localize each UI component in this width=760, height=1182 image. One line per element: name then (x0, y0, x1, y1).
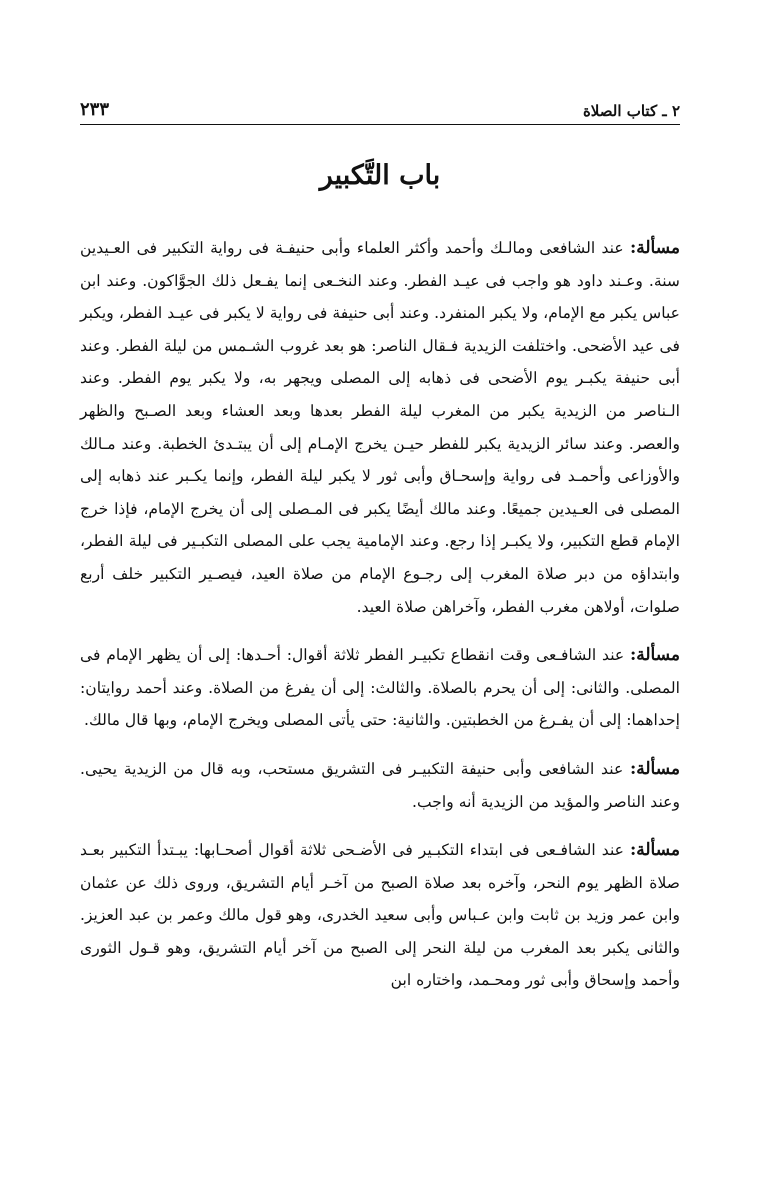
paragraph-text: عند الشافـعى فى ابتداء التكبـير فى الأضـحى ثلاثة أقوال أصحـابها: يبـتدأ التكبير بعـد صلاة الظهر يوم النحر، وآخره بعد صلاة الصبح من آخـر أيام التشريق، وروى ذلك عن عثمان وابن عمر وزيد بن ثابت وابن عـباس وأبى سعيد الخدرى، وهو قول مالك وعمر بن عبد العزيز. والثانى يكبر بعد المغرب من ليلة النحر إلى الصبح من آخر أيام التشريق، وهو قـول الثورى وأحمد وإسحاق وأبى ثور ومحـمد، واختاره ابن (80, 841, 680, 990)
paragraph-lead: مسألة: (629, 758, 680, 779)
paragraph (80, 834, 680, 997)
paragraph-lead: مسألة: (629, 840, 680, 861)
body-text (80, 232, 680, 1013)
paragraph-text: عند الشافعى ومالـك وأحمد وأكثر العلماء وأبى حنيفـة فى رواية التكبير فى العـيدين سنة. وعـند داود هو واجب فى عيـد الفطر. وعند النخـعى إنما يفـعل ذلك الجوَّاكون. وعند ابن عباس يكبر مع الإمام، ولا يكبر المنفرد. وعند أبى حنيفة فى رواية لا يكبر فى عيـد الفطر، ويكبر فى عيد الأضحى. واختلفت الزيدية فـقال الناصر: هو بعد غروب الشـمس من ليلة الفطر. وعند أبى حنيفة يكبـر يوم الأضحى فى ذهابه إلى المصلى ويجهر به، ولا يكبر يوم الفطر. وعند الـناصر من الزيدية يكبر من المغرب ليلة الفطر بعدها وبعد العشاء وبعد الصـبح والظهر والعصر. وعند سائر الزيدية يكبر للفطر حيـن يخرج الإمـام إلى أن يبتـدئ الخطبة. وعند مـالك والأوزاعى وأحمـد فى رواية وإسحـاق وأبى ثور لا يكبر ليلة الفطر، وإنما يكـبر عند ذهابه إلى المصلى فى العـيدين جميعًا. وعند مالك أيضًا يكبر فى المـصلى إلى أن يخرج الإمام، فإذا خرج الإمام قطع التكبير، ولا يكبـر إذا رجع. وعند الإمامية يجب على المصلى التكبـير فى ليلة الفطر، وابتداؤه من دبر صلاة المغرب إلى رجـوع الإمام من صلاة العيد، فيصـير التكبير خلف أربع صلوات، أولاهن مغرب الفطر، وآخراهن صلاة العيد. (80, 239, 680, 616)
running-header (80, 90, 680, 125)
paragraph (80, 753, 680, 818)
paragraph (80, 639, 680, 737)
paragraph-lead: مسألة: (629, 645, 680, 666)
chapter-title: باب التَّكبير (319, 160, 441, 191)
running-title: ٢ ـ كتاب الصلاة (582, 102, 680, 120)
paragraph-text: عند الشافـعى وقت انقطاع تكبيـر الفطر ثلاثة أقوال: أحـدها: إلى أن يظهر الإمام فى المصلى. والثانى: إلى أن يحرم بالصلاة. والثالث: إلى أن يفرغ من الصلاة. وعند أحمد روايتان: إحداهما: إلى أن يفـرغ من الخطبتين. والثانية: حتى يأتى المصلى ويخرج الإمام، وبها قال مالك. (80, 646, 680, 730)
page-number: ٢٣٣ (80, 99, 110, 120)
paragraph-text: عند الشافعى وأبى حنيفة التكبيـر فى التشريق مستحب، وبه قال من الزيدية يحيى. وعند الناصر والمؤيد من الزيدية أنه واجب. (80, 759, 680, 811)
paragraph (80, 232, 680, 623)
paragraph-lead: مسألة: (629, 238, 680, 258)
